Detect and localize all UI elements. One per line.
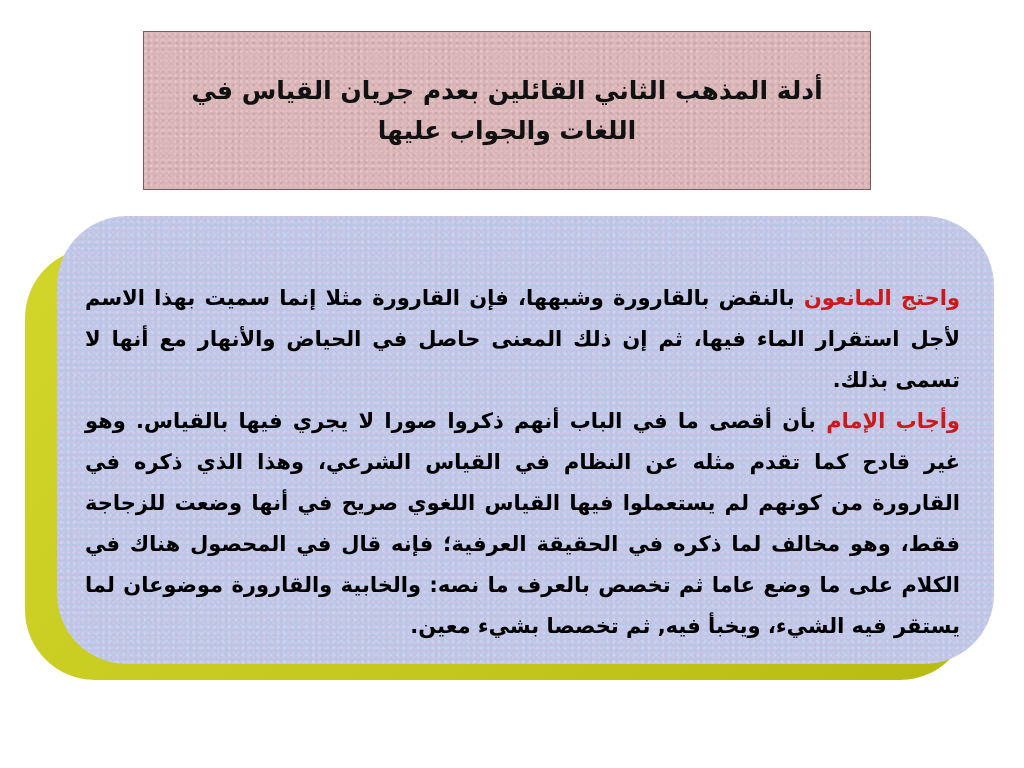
paragraph-answer-text: بأن أقصى ما في الباب أنهم ذكروا صورا لا يجري فيها بالقياس. وهو غير قادح كما تقدم مثله عن النظام في القياس الشرعي، وهذا الذي ذكره في القارورة من كونهم لم يستعملوا فيها القياس اللغوي صريح في أنها وضعت للزجاجة فقط، وهو مخالف لما ذكره في الحقيقة العرفية؛ فإنه قال في المحصول هناك في الكلام على ما وضع عاما ثم تخصص بالعرف ما نصه: والخابية والقارورة موضوعان لما يستقر فيه الشيء، ويخبأ فيه, ثم تخصصا بشيء معين.	[85, 409, 960, 638]
body-text	[85, 278, 960, 647]
paragraph-answer	[85, 401, 960, 647]
content-panel	[57, 216, 994, 664]
lead-imam: وأجاب الإمام	[826, 409, 960, 433]
title-box	[143, 31, 871, 190]
paragraph-objection	[85, 278, 960, 401]
lead-objectors: واحتج المانعون	[803, 286, 961, 310]
paragraph-objection-text: بالنقض بالقارورة وشبهها، فإن القارورة مثلا إنما سميت بهذا الاسم لأجل استقرار الماء فيها، ثم إن ذلك المعنى حاصل في الحياض والأنهار مع أنها لا تسمى بذلك.	[85, 286, 960, 392]
slide-title: أدلة المذهب الثاني القائلين بعدم جريان القياس في اللغات والجواب عليها	[191, 75, 823, 145]
